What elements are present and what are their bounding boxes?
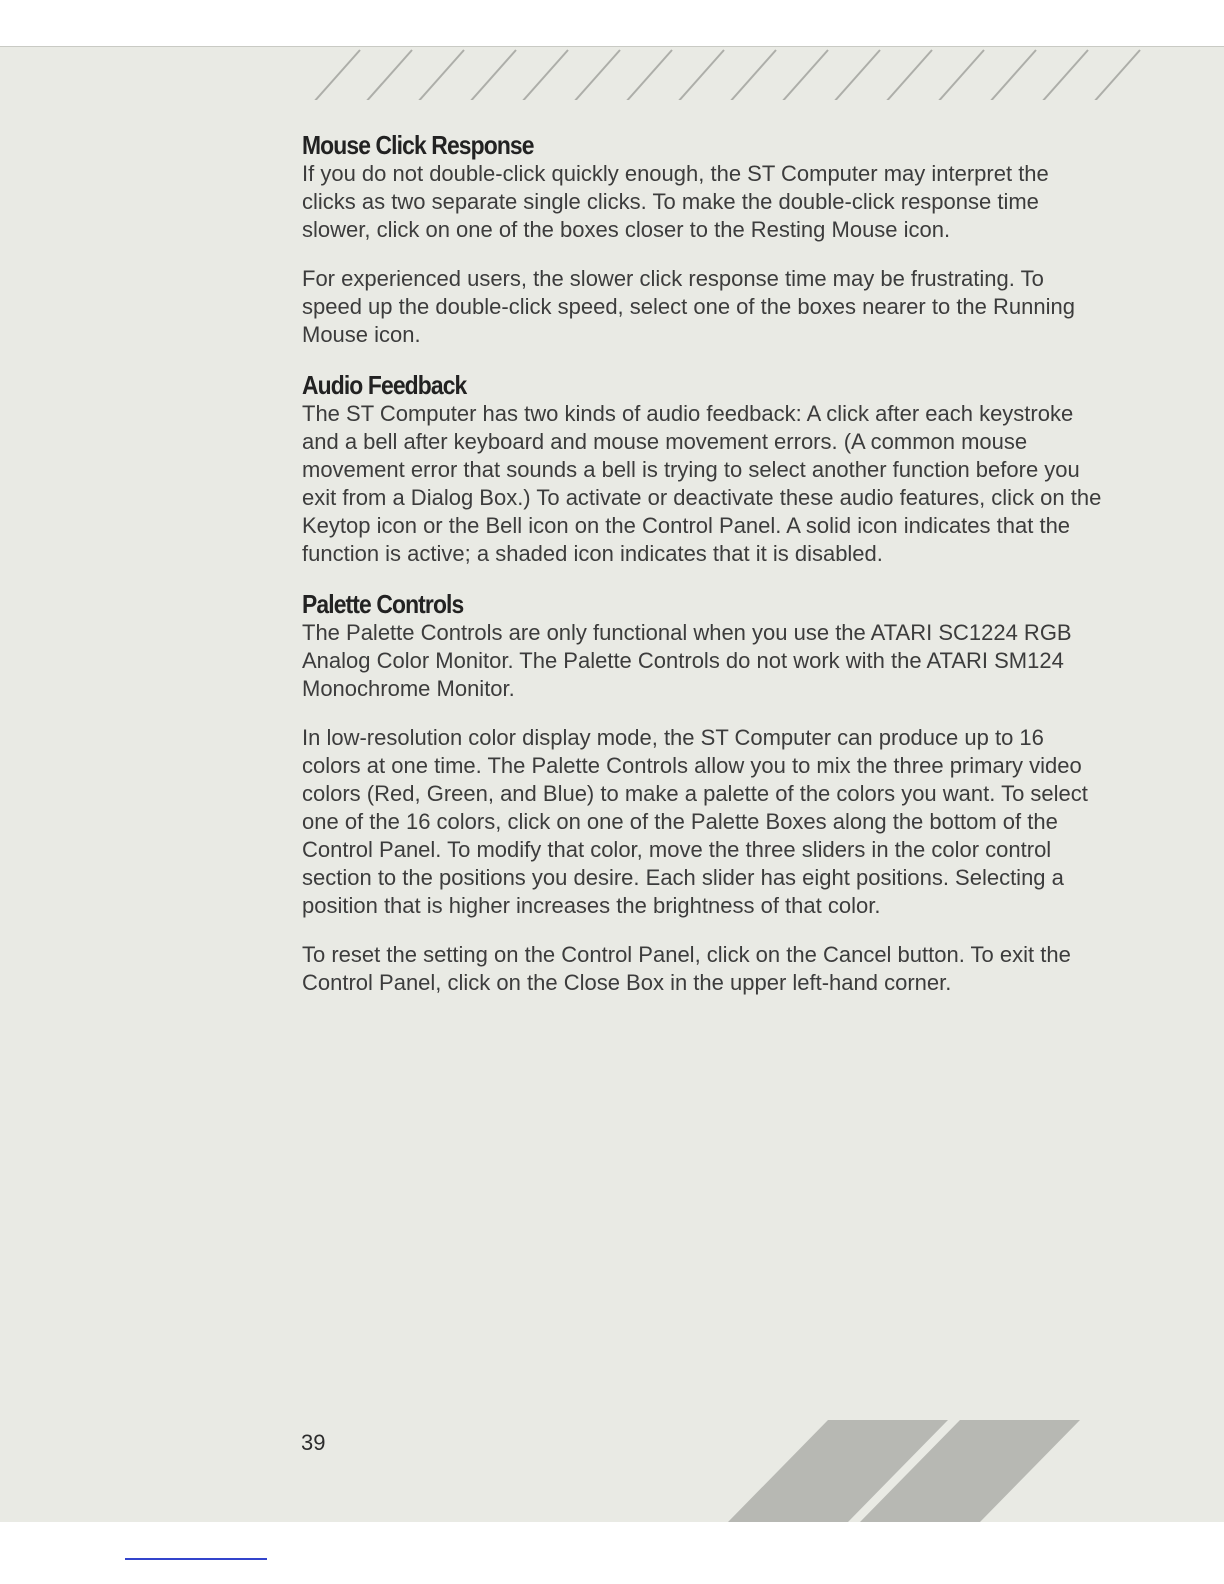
main-content (302, 130, 1102, 1018)
stripe-line (773, 50, 828, 100)
section-audio-feedback (302, 370, 1102, 568)
stripe-line (513, 50, 568, 100)
stripe-line (461, 50, 516, 100)
stripe-line (617, 50, 672, 100)
paragraph: If you do not double-click quickly enough, the ST Computer may interpret the clicks as two separate single clicks. To make the double-click response time slower, click on one of the boxes closer to the Resting Mouse icon. (302, 161, 1049, 242)
decorative-stripes (300, 0, 1180, 100)
stripe-line (357, 50, 412, 100)
stripe-line (825, 50, 880, 100)
stripe-line (981, 50, 1036, 100)
stripe-line (1085, 50, 1140, 100)
decorative-corner-bars (728, 1420, 1088, 1522)
stripe-line (929, 50, 984, 100)
footer-link-underline (125, 1558, 267, 1560)
section-heading: Palette Controls (302, 589, 464, 619)
section-heading: Mouse Click Response (302, 130, 534, 160)
section-mouse-click-response (302, 130, 1102, 349)
paragraph: The ST Computer has two kinds of audio feedback: A click after each keystroke and a bell after keyboard and mouse movement errors. (A common mouse movement error that sounds a bell is trying to select another function before you exit from a Dialog Box.) To activate or deactivate these audio features, click on the Keytop icon or the Bell icon on the Control Panel. A solid icon indicates that the function is active; a shaded icon indicates that it is disabled. (302, 401, 1102, 566)
stripe-line (565, 50, 620, 100)
stripe-line (1033, 50, 1088, 100)
stripe-line (305, 50, 360, 100)
stripe-line (669, 50, 724, 100)
paragraph: To reset the setting on the Control Panel, click on the Cancel button. To exit the Control Panel, click on the Close Box in the upper left-hand corner. (302, 942, 1071, 995)
section-palette-controls (302, 589, 1102, 997)
section-heading: Audio Feedback (302, 370, 467, 400)
paragraph: For experienced users, the slower click response time may be frustrating. To speed up the double-click speed, select one of the boxes nearer to the Running Mouse icon. (302, 266, 1075, 347)
stripe-line (877, 50, 932, 100)
stripe-line (721, 50, 776, 100)
paragraph: In low-resolution color display mode, the ST Computer can produce up to 16 colors at one time. The Palette Controls allow you to mix the three primary video colors (Red, Green, and Blue) to make a palette of the colors you want. To select one of the 16 colors, click on one of the Palette Boxes along the bottom of the Control Panel. To modify that color, move the three sliders in the color control section to the positions you desire. Each slider has eight positions. Selecting a position that is higher increases the brightness of that color. (302, 725, 1088, 918)
paragraph: The Palette Controls are only functional when you use the ATARI SC1224 RGB Analog Color Monitor. The Palette Controls do not work with the ATARI SM124 Monochrome Monitor. (302, 620, 1072, 701)
stripe-line (409, 50, 464, 100)
page-number: 39 (301, 1430, 326, 1455)
